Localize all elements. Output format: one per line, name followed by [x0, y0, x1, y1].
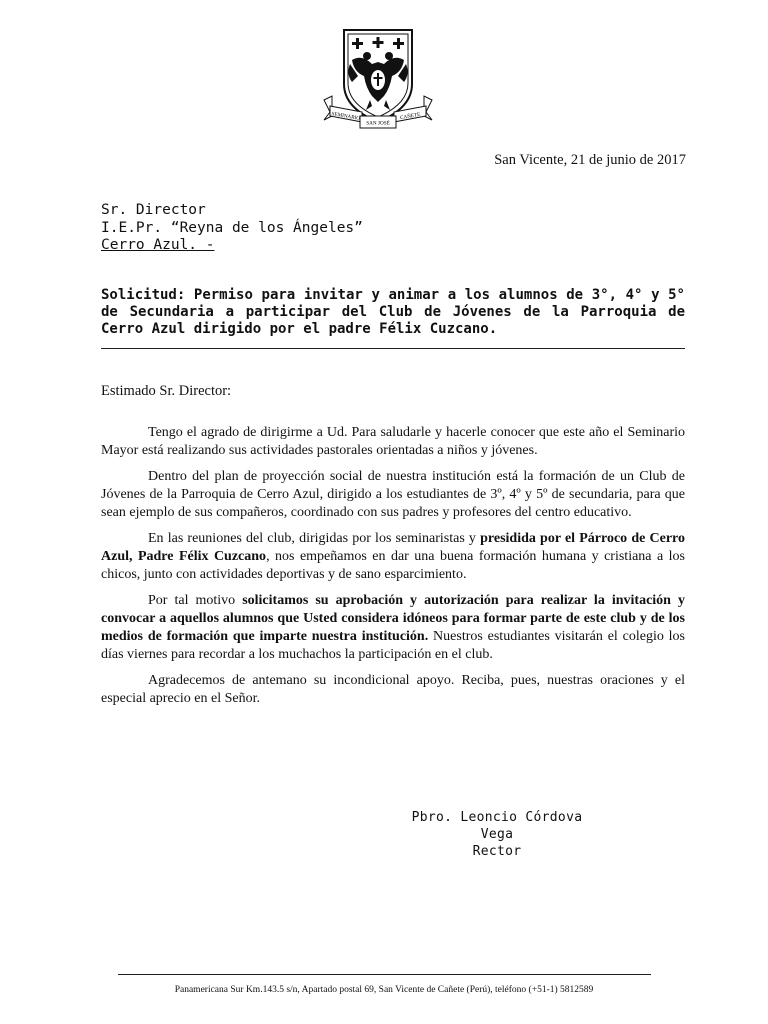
paragraph-3-text-a: En las reuniones del club, dirigidas por los seminaristas y: [148, 531, 481, 546]
signature-block: [392, 809, 602, 860]
addressee-location: Cerro Azul. -: [101, 237, 215, 253]
footer-address: Panamericana Sur Km.143.5 s/n, Apartado postal 69, San Vicente de Cañete (Perú), teléfono (+51-1) 5812589: [174, 985, 594, 995]
footer-divider: [118, 974, 651, 975]
letter-body: [101, 424, 685, 716]
body-paragraph-5: Agradecemos de antemano su incondicional apoyo. Reciba, pues, nuestras oraciones y el especial aprecio en el Señor.: [101, 673, 685, 706]
addressee-title: Sr. Director: [101, 202, 206, 218]
addressee-institution: I.E.Pr. “Reyna de los Ángeles”: [101, 219, 363, 236]
paragraph-3-text-c: , nos empeñamos en dar una buena formación humana y cristiana a los chicos, junto con actividades deportivas y de sano esparcimiento.: [101, 549, 685, 582]
body-paragraph-3: [101, 530, 685, 584]
paragraph-4-text-a: Por tal motivo: [148, 593, 243, 608]
body-paragraph-1: Tengo el agrado de dirigirme a Ud. Para saludarle y hacerle conocer que este año el Seminario Mayor está realizando sus actividades pastorales orientadas a niños y jóvenes.: [101, 425, 685, 458]
paragraph-4-bold: solicitamos su aprobación y autorización para realizar la invitación y convocar a aquellos alumnos que Usted considera idóneos para formar parte de este club y de los medios de formación que imparte nuestra institución.: [101, 593, 685, 644]
letter-date: San Vicente, 21 de junio de 2017: [494, 152, 686, 168]
body-paragraph-2: Dentro del plan de proyección social de nuestra institución está la formación de un Club de Jóvenes de la Parroquia de Cerro Azul, dirigido a los estudiantes de 3º, 4º y 5º de secundaria, para que sean ejemplo de sus compañeros, coordinado con sus padres y profesores del centro educativo.: [101, 469, 685, 520]
seminary-crest-icon: [322, 26, 434, 132]
addressee-block: [101, 202, 363, 255]
letter-subject: Solicitud: Permiso para invitar y animar a los alumnos de 3°, 4° y 5° de Secundaria a participar del Club de Jóvenes de la Parroquia de Cerro Azul dirigido por el padre Félix Cuzcano.: [101, 287, 685, 337]
signer-title: Rector: [472, 844, 522, 859]
letter-greeting: Estimado Sr. Director:: [101, 383, 232, 399]
crest-banner-center: SAN JOSÉ: [366, 120, 390, 127]
crest-banner-right: CAÑETE: [399, 111, 421, 122]
signer-name: Pbro. Leoncio Córdova Vega: [411, 810, 583, 842]
paragraph-4-text-c: Nuestros estudiantes visitarán el colegio los días viernes para recordar a los muchachos la participación en el club.: [101, 629, 685, 662]
body-paragraph-4: [101, 592, 685, 664]
crest-banner-left: SEMINARIO: [331, 111, 361, 122]
paragraph-3-bold: presidida por el Párroco de Cerro Azul, Padre Félix Cuzcano: [101, 531, 685, 564]
subject-divider: [101, 348, 685, 349]
